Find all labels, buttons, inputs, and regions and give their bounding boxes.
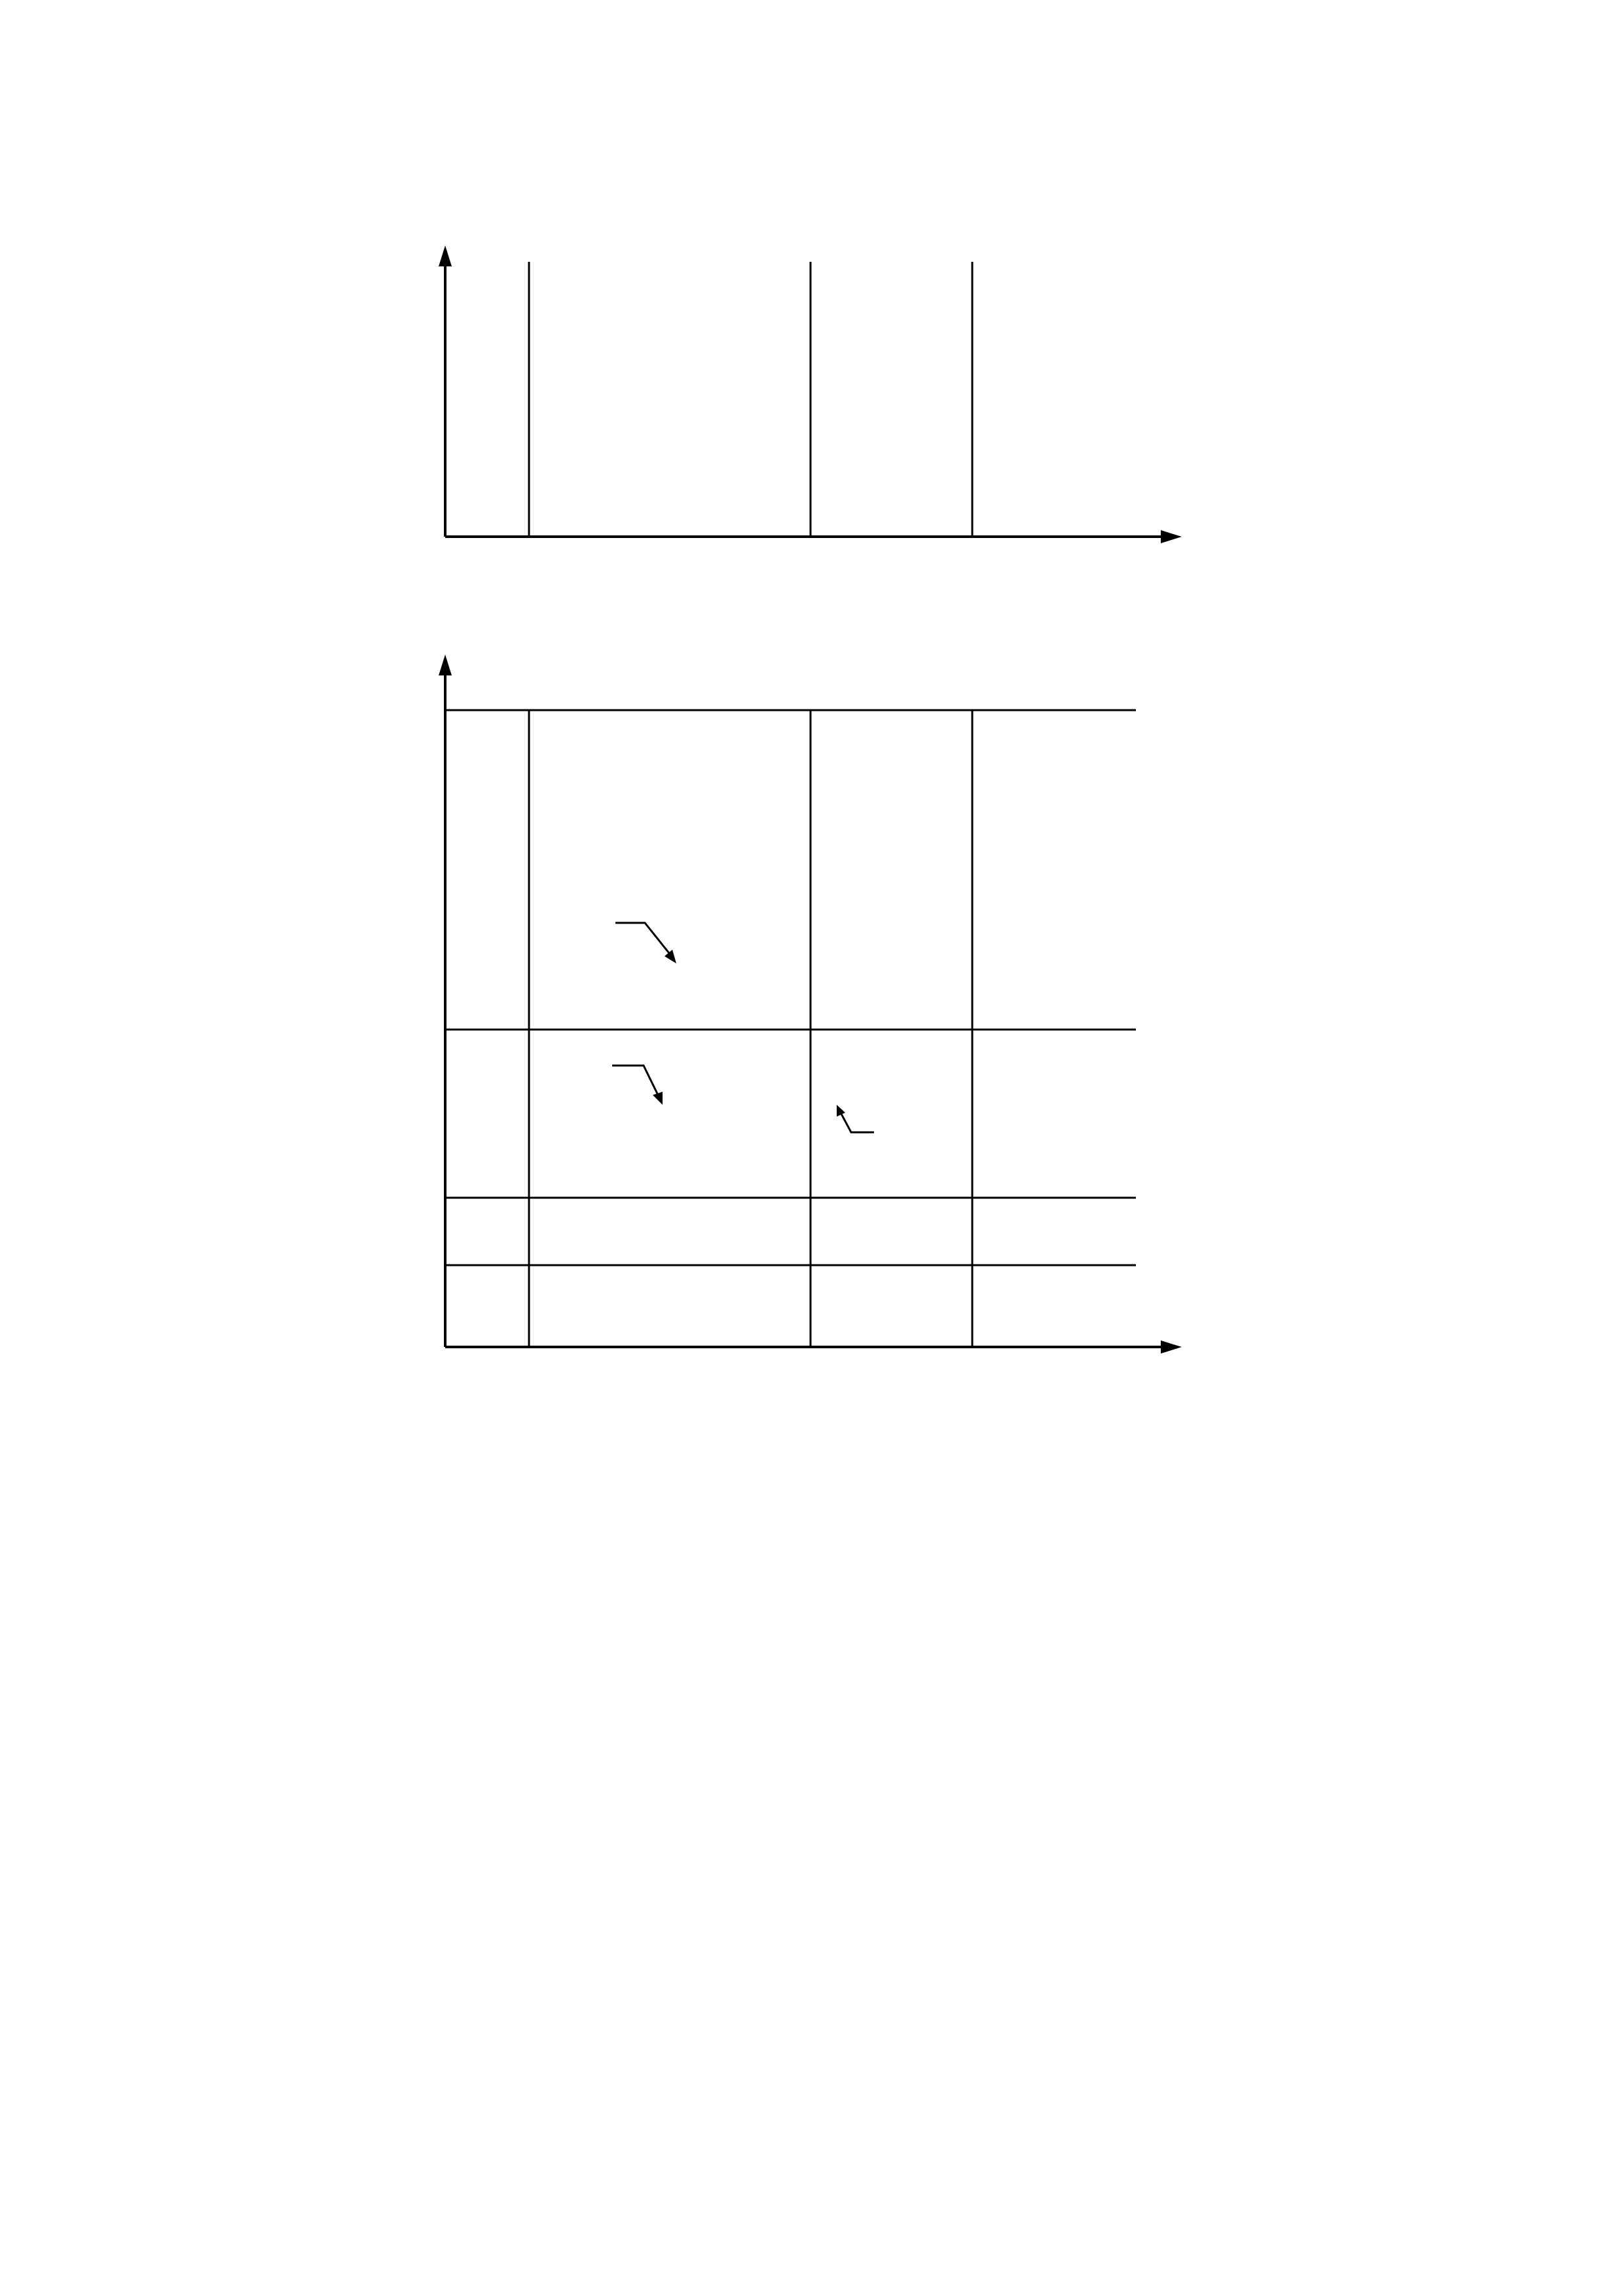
top-x-axis-arrow xyxy=(1161,530,1182,543)
bottom-chart xyxy=(439,655,1182,1354)
curve-10-leader xyxy=(841,1113,874,1132)
curve-8-leader xyxy=(615,923,671,956)
bottom-x-axis-arrow xyxy=(1161,1340,1182,1354)
top-chart xyxy=(439,245,1182,543)
top-z-axis-arrow xyxy=(439,245,452,266)
curve-9-arrow xyxy=(653,1092,663,1105)
curve-8-arrow xyxy=(665,950,676,963)
bottom-y-axis-arrow xyxy=(439,655,452,675)
curve-9-leader xyxy=(612,1066,659,1096)
